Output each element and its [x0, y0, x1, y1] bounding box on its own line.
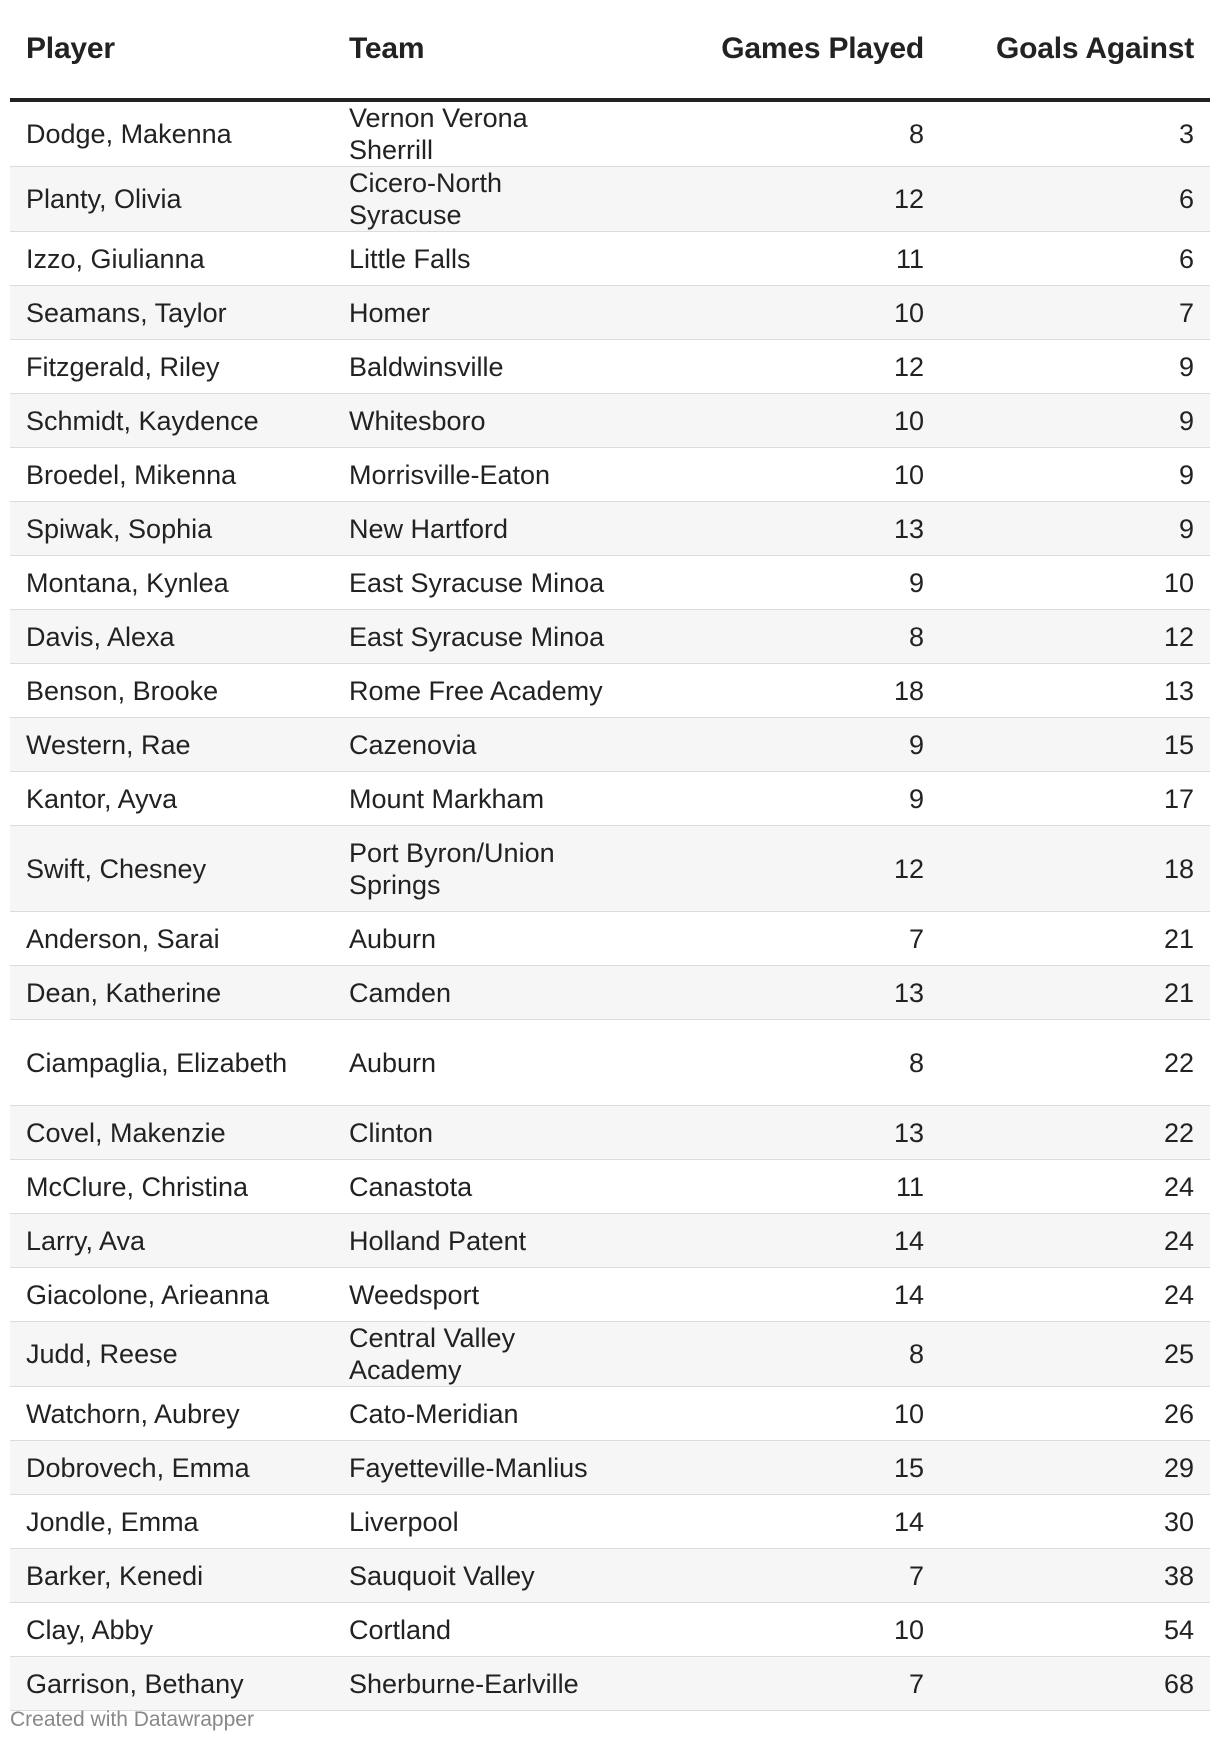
cell-team: Port Byron/Union Springs [333, 826, 633, 912]
cell-goals-against: 15 [940, 718, 1210, 772]
cell-goals-against: 12 [940, 610, 1210, 664]
table-row [10, 394, 1210, 448]
cell-goals-against: 7 [940, 286, 1210, 340]
cell-games-played: 8 [633, 100, 940, 167]
cell-games-played: 7 [633, 1657, 940, 1711]
cell-team: Whitesboro [333, 394, 633, 448]
cell-team: Cato-Meridian [333, 1387, 633, 1441]
cell-goals-against: 25 [940, 1322, 1210, 1387]
cell-team: Morrisville-Eaton [333, 448, 633, 502]
cell-goals-against: 24 [940, 1214, 1210, 1268]
cell-goals-against: 24 [940, 1268, 1210, 1322]
cell-games-played: 11 [633, 232, 940, 286]
table-row [10, 232, 1210, 286]
cell-games-played: 9 [633, 556, 940, 610]
cell-player: Jondle, Emma [10, 1495, 333, 1549]
cell-player: Dobrovech, Emma [10, 1441, 333, 1495]
cell-player: Barker, Kenedi [10, 1549, 333, 1603]
cell-games-played: 8 [633, 1020, 940, 1106]
cell-games-played: 18 [633, 664, 940, 718]
table-row [10, 448, 1210, 502]
cell-games-played: 14 [633, 1495, 940, 1549]
cell-games-played: 8 [633, 610, 940, 664]
cell-goals-against: 26 [940, 1387, 1210, 1441]
cell-team: Vernon Verona Sherrill [333, 100, 633, 167]
cell-team: Mount Markham [333, 772, 633, 826]
cell-games-played: 12 [633, 826, 940, 912]
cell-player: Western, Rae [10, 718, 333, 772]
table-row [10, 718, 1210, 772]
cell-games-played: 13 [633, 966, 940, 1020]
cell-team: East Syracuse Minoa [333, 610, 633, 664]
cell-player: Swift, Chesney [10, 826, 333, 912]
cell-team: Cazenovia [333, 718, 633, 772]
table-row [10, 1495, 1210, 1549]
cell-player: Larry, Ava [10, 1214, 333, 1268]
cell-games-played: 8 [633, 1322, 940, 1387]
cell-player: Montana, Kynlea [10, 556, 333, 610]
cell-games-played: 13 [633, 502, 940, 556]
cell-goals-against: 21 [940, 966, 1210, 1020]
cell-team: Weedsport [333, 1268, 633, 1322]
cell-player: Schmidt, Kaydence [10, 394, 333, 448]
cell-player: Judd, Reese [10, 1322, 333, 1387]
cell-games-played: 9 [633, 718, 940, 772]
cell-games-played: 7 [633, 1549, 940, 1603]
cell-goals-against: 3 [940, 100, 1210, 167]
cell-goals-against: 9 [940, 502, 1210, 556]
table-row [10, 1214, 1210, 1268]
table-row [10, 1020, 1210, 1106]
column-header-team[interactable]: Team [333, 0, 633, 100]
table-row [10, 502, 1210, 556]
goalkeeper-stats-table [10, 0, 1210, 1711]
cell-games-played: 14 [633, 1268, 940, 1322]
cell-games-played: 10 [633, 1603, 940, 1657]
cell-team: Sauquoit Valley [333, 1549, 633, 1603]
cell-goals-against: 10 [940, 556, 1210, 610]
cell-games-played: 13 [633, 1106, 940, 1160]
cell-goals-against: 9 [940, 340, 1210, 394]
cell-player: McClure, Christina [10, 1160, 333, 1214]
cell-player: Clay, Abby [10, 1603, 333, 1657]
cell-player: Kantor, Ayva [10, 772, 333, 826]
cell-goals-against: 21 [940, 912, 1210, 966]
cell-goals-against: 9 [940, 448, 1210, 502]
column-header-goals-against[interactable]: Goals Against [940, 0, 1210, 100]
cell-team: Central Valley Academy [333, 1322, 633, 1387]
cell-player: Garrison, Bethany [10, 1657, 333, 1711]
table-row [10, 1106, 1210, 1160]
table-header [10, 0, 1210, 100]
cell-goals-against: 17 [940, 772, 1210, 826]
cell-player: Benson, Brooke [10, 664, 333, 718]
cell-games-played: 10 [633, 1387, 940, 1441]
datawrapper-credit[interactable]: Created with Datawrapper [10, 1708, 254, 1731]
table-row [10, 1603, 1210, 1657]
cell-games-played: 11 [633, 1160, 940, 1214]
cell-player: Watchorn, Aubrey [10, 1387, 333, 1441]
column-header-games-played[interactable]: Games Played [633, 0, 940, 100]
cell-team: New Hartford [333, 502, 633, 556]
cell-team: Auburn [333, 1020, 633, 1106]
table-row [10, 1268, 1210, 1322]
cell-goals-against: 6 [940, 167, 1210, 232]
cell-team: Clinton [333, 1106, 633, 1160]
cell-team: Little Falls [333, 232, 633, 286]
table-row [10, 556, 1210, 610]
cell-team: Liverpool [333, 1495, 633, 1549]
cell-player: Spiwak, Sophia [10, 502, 333, 556]
cell-games-played: 10 [633, 394, 940, 448]
cell-goals-against: 22 [940, 1106, 1210, 1160]
table-row [10, 966, 1210, 1020]
cell-player: Covel, Makenzie [10, 1106, 333, 1160]
cell-goals-against: 24 [940, 1160, 1210, 1214]
cell-goals-against: 54 [940, 1603, 1210, 1657]
header-row [10, 0, 1210, 100]
cell-player: Ciampaglia, Elizabeth [10, 1020, 333, 1106]
cell-goals-against: 13 [940, 664, 1210, 718]
cell-team: Cortland [333, 1603, 633, 1657]
cell-games-played: 10 [633, 448, 940, 502]
cell-games-played: 7 [633, 912, 940, 966]
cell-player: Broedel, Mikenna [10, 448, 333, 502]
cell-goals-against: 30 [940, 1495, 1210, 1549]
cell-player: Giacolone, Arieanna [10, 1268, 333, 1322]
cell-team: Sherburne-Earlville [333, 1657, 633, 1711]
cell-team: Cicero-North Syracuse [333, 167, 633, 232]
table-row [10, 772, 1210, 826]
cell-games-played: 12 [633, 340, 940, 394]
table-row [10, 100, 1210, 167]
cell-team: Auburn [333, 912, 633, 966]
cell-goals-against: 18 [940, 826, 1210, 912]
cell-player: Anderson, Sarai [10, 912, 333, 966]
table-row [10, 1387, 1210, 1441]
cell-team: Homer [333, 286, 633, 340]
cell-goals-against: 6 [940, 232, 1210, 286]
cell-goals-against: 22 [940, 1020, 1210, 1106]
cell-games-played: 14 [633, 1214, 940, 1268]
table-row [10, 1549, 1210, 1603]
table-row [10, 610, 1210, 664]
cell-team: Rome Free Academy [333, 664, 633, 718]
table-body [10, 100, 1210, 1711]
cell-team: Baldwinsville [333, 340, 633, 394]
cell-player: Dean, Katherine [10, 966, 333, 1020]
table-row [10, 286, 1210, 340]
cell-player: Planty, Olivia [10, 167, 333, 232]
table-row [10, 1657, 1210, 1711]
table-row [10, 912, 1210, 966]
table-row [10, 1441, 1210, 1495]
cell-player: Dodge, Makenna [10, 100, 333, 167]
cell-team: Canastota [333, 1160, 633, 1214]
cell-team: Fayetteville-Manlius [333, 1441, 633, 1495]
cell-team: East Syracuse Minoa [333, 556, 633, 610]
table-row [10, 167, 1210, 232]
cell-player: Seamans, Taylor [10, 286, 333, 340]
cell-goals-against: 9 [940, 394, 1210, 448]
cell-player: Fitzgerald, Riley [10, 340, 333, 394]
table-row [10, 1160, 1210, 1214]
cell-team: Holland Patent [333, 1214, 633, 1268]
cell-goals-against: 38 [940, 1549, 1210, 1603]
cell-games-played: 15 [633, 1441, 940, 1495]
table-row [10, 664, 1210, 718]
cell-goals-against: 68 [940, 1657, 1210, 1711]
cell-player: Davis, Alexa [10, 610, 333, 664]
column-header-player[interactable]: Player [10, 0, 333, 100]
table-row [10, 826, 1210, 912]
cell-games-played: 12 [633, 167, 940, 232]
table-row [10, 1322, 1210, 1387]
cell-games-played: 10 [633, 286, 940, 340]
cell-games-played: 9 [633, 772, 940, 826]
cell-team: Camden [333, 966, 633, 1020]
table-row [10, 340, 1210, 394]
cell-goals-against: 29 [940, 1441, 1210, 1495]
cell-player: Izzo, Giulianna [10, 232, 333, 286]
